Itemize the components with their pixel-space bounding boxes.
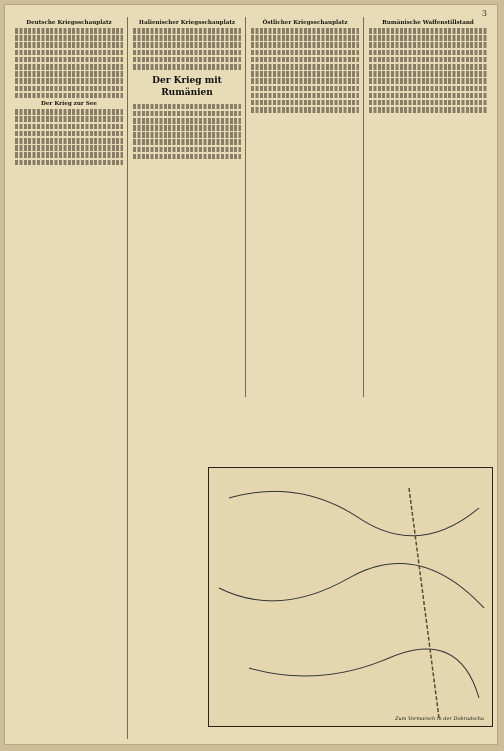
dobrudscha-map — [208, 467, 493, 727]
column-4-heading-1: Rumänische Waffenstillstand — [382, 20, 474, 26]
map-caption: Zum Vormarsch in der Dobrudscha — [394, 716, 484, 722]
column-4 — [369, 17, 487, 397]
column-3 — [251, 17, 359, 397]
map-drawing — [209, 468, 492, 726]
column-2 — [133, 17, 241, 397]
column-1 — [15, 17, 123, 737]
column-2-heading-2: Der Krieg mit Rumänien — [152, 75, 222, 98]
column-1-heading-1: Deutsche Kriegsschauplatz — [26, 20, 112, 26]
newspaper-page — [4, 4, 498, 745]
page-number: 3 — [481, 9, 487, 18]
column-3-heading-1: Östlicher Kriegsschauplatz — [262, 20, 348, 26]
column-1-heading-2: Der Krieg zur See — [41, 101, 97, 108]
column-2-heading-1: Italienischer Kriegsschauplatz — [138, 20, 236, 26]
